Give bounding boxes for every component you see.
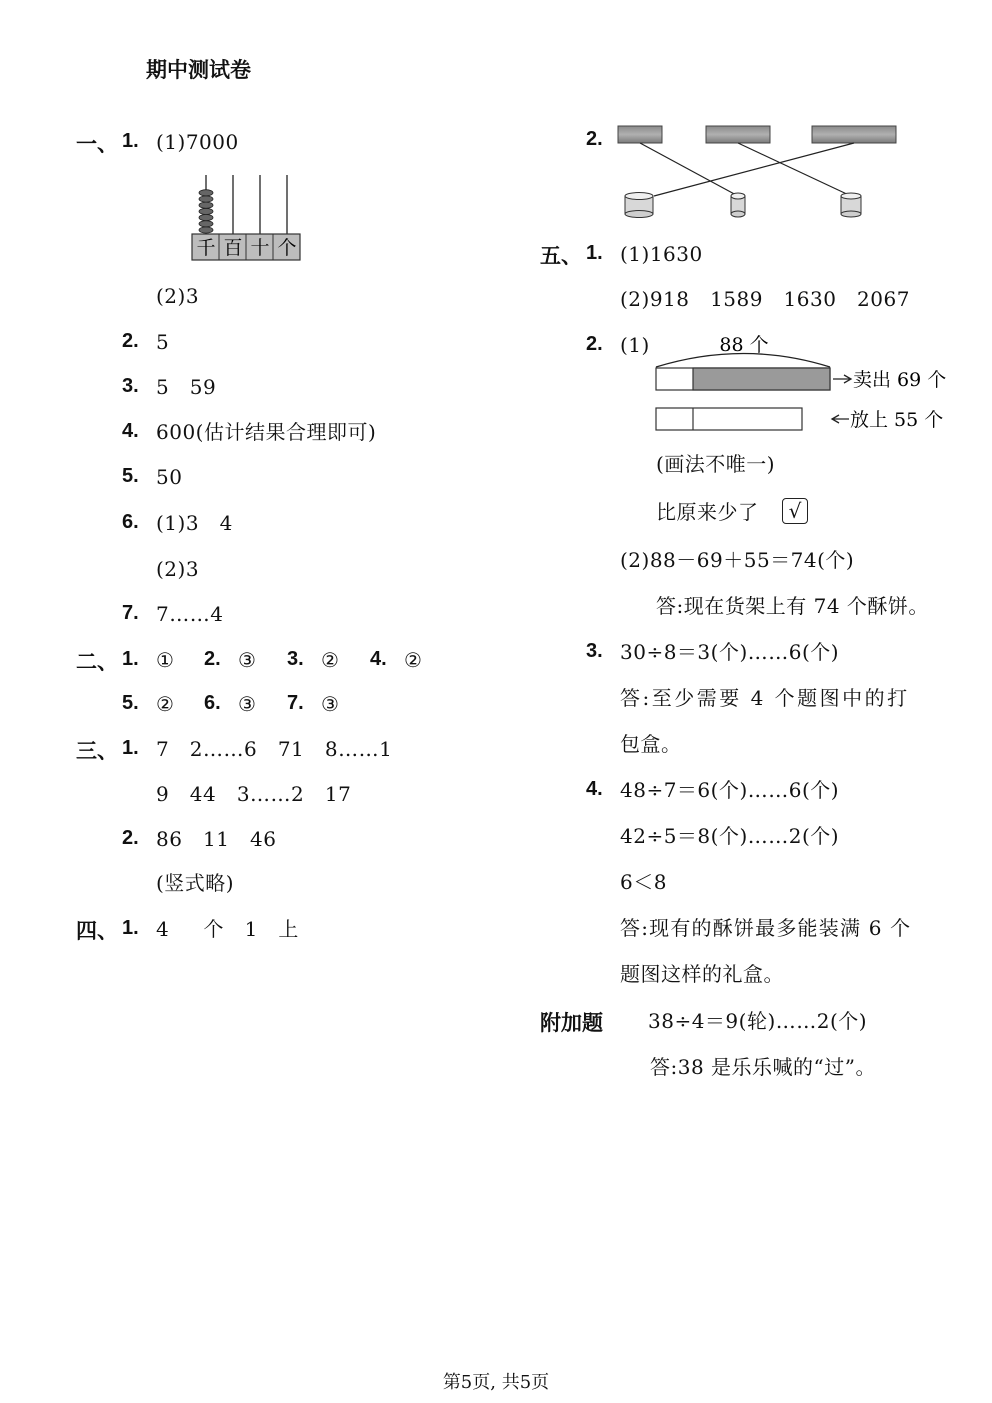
bonus-conclusion: 答:38 是乐乐喊的“过”。: [650, 1055, 876, 1079]
bonus-equation: 38÷4＝9(轮)……2(个): [648, 1009, 868, 1033]
abacus-bead: [199, 202, 213, 208]
section-2-label: 二、: [76, 650, 118, 674]
s5-q2-conclusion: 答:现在货架上有 74 个酥饼。: [656, 594, 929, 618]
new-bar: [656, 408, 802, 430]
abacus-label-thousands: 千: [196, 237, 216, 259]
abacus-bead: [199, 196, 213, 202]
s2-q6-answer: ③: [238, 692, 257, 716]
s5-q4-equation-2: 42÷5＝8(个)……2(个): [620, 824, 840, 848]
bar-model-diagram: [650, 330, 960, 434]
s5-q2-note: (画法不唯一): [656, 452, 776, 476]
s2-q2-label: 2.: [204, 648, 221, 670]
r-q2-label: 2.: [586, 128, 603, 150]
abacus-bead: [199, 221, 213, 227]
s2-q5-answer: ②: [156, 692, 175, 716]
s2-q1-answer: ①: [156, 648, 175, 672]
s3-q2-line1: 86 11 46: [156, 827, 277, 851]
q6-answer-b: (2)3: [156, 557, 200, 581]
s2-q4-answer: ②: [404, 648, 423, 672]
s2-q2-answer: ③: [238, 648, 257, 672]
s2-q6-label: 6.: [204, 692, 221, 714]
section-3-label: 三、: [76, 739, 118, 763]
short-bar: [618, 126, 662, 143]
page-footer: 第5页, 共5页: [442, 1372, 550, 1393]
s5-q3-conclusion-1: 答:至少需要 4 个题图中的打: [620, 686, 910, 710]
s2-q3-label: 3.: [287, 648, 304, 670]
s5-q3-label: 3.: [586, 640, 603, 662]
s5-q3-conclusion-2: 包盒。: [620, 732, 682, 756]
s3-q1-line1: 7 2……6 71 8……1: [156, 737, 393, 761]
total-label: 88 个: [719, 334, 769, 356]
s5-q2-answer-b: (2)88－69＋55＝74(个): [620, 548, 855, 572]
s5-q1-answer-a: (1)1630: [620, 242, 703, 266]
section-1-label: 一、: [76, 132, 118, 156]
medium-cylinder: [841, 193, 861, 217]
s5-q1-label: 1.: [586, 242, 603, 264]
bonus-label: 附加题: [540, 1011, 603, 1035]
s3-q2-line2: (竖式略): [156, 871, 235, 895]
added-label: 放上 55 个: [850, 409, 944, 431]
abacus-bead: [199, 227, 213, 233]
s2-q3-answer: ②: [321, 648, 340, 672]
q2-answer: 5: [156, 330, 170, 354]
s5-q4-label: 4.: [586, 778, 603, 800]
q4-label: 4.: [122, 420, 139, 442]
s2-q4-label: 4.: [370, 648, 387, 670]
match-line: [640, 143, 738, 196]
s5-q4-conclusion-2: 题图这样的礼盒。: [620, 962, 784, 986]
check-box: √: [782, 498, 808, 524]
thin-cylinder: [731, 193, 745, 217]
s3-q2-label: 2.: [122, 827, 139, 849]
abacus-figure: [190, 172, 304, 264]
q7-answer: 7……4: [156, 602, 224, 626]
s5-q1-answer-b: (2)918 1589 1630 2067: [620, 287, 910, 311]
s3-q1-line2: 9 44 3……2 17: [156, 782, 352, 806]
s4-q1-label: 1.: [122, 917, 139, 939]
s5-q4-conclusion-1: 答:现有的酥饼最多能装满 6 个: [620, 916, 912, 940]
sold-segment: [693, 368, 830, 390]
s2-q7-label: 7.: [287, 692, 304, 714]
s2-q5-label: 5.: [122, 692, 139, 714]
s3-q1-label: 1.: [122, 737, 139, 759]
section-4-label: 四、: [76, 919, 118, 943]
q5-label: 5.: [122, 465, 139, 487]
abacus-rods: [206, 175, 287, 234]
sold-label: 卖出 69 个: [853, 369, 947, 391]
q3-label: 3.: [122, 375, 139, 397]
s5-q3-equation: 30÷8＝3(个)……6(个): [620, 640, 840, 664]
q3-answer: 5 59: [156, 375, 217, 399]
abacus-beads: [199, 190, 213, 233]
q1-answer-a: (1)7000: [156, 130, 239, 154]
s5-q2-part1-prefix: (1): [620, 333, 650, 357]
s2-q7-answer: ③: [321, 692, 340, 716]
q6-label: 6.: [122, 511, 139, 533]
s5-q2-compare: 比原来少了: [656, 500, 759, 524]
wide-cylinder: [625, 193, 653, 218]
page-title: 期中测试卷: [146, 58, 251, 82]
q4-answer: 600(估计结果合理即可): [156, 420, 377, 444]
s5-q4-equation-1: 48÷7＝6(个)……6(个): [620, 778, 840, 802]
abacus-label-tens: 十: [250, 237, 270, 259]
abacus-bead: [199, 208, 213, 214]
q2-label: 2.: [122, 330, 139, 352]
abacus-bead: [199, 215, 213, 221]
matching-figure: [614, 120, 904, 224]
abacus-bead: [199, 190, 213, 196]
q1-label: 1.: [122, 130, 139, 152]
q5-answer: 50: [156, 465, 183, 489]
s4-q1-answer: 4 个 1 上: [156, 917, 299, 941]
s2-q1-label: 1.: [122, 648, 139, 670]
s5-q2-label: 2.: [586, 333, 603, 355]
s5-q4-comparison: 6＜8: [620, 870, 667, 894]
q7-label: 7.: [122, 602, 139, 624]
section-5-label: 五、: [540, 244, 582, 268]
q6-answer-a: (1)3 4: [156, 511, 233, 535]
q1-answer-b: (2)3: [156, 284, 200, 308]
long-bar: [812, 126, 896, 143]
abacus-label-ones: 个: [277, 237, 297, 259]
medium-bar: [706, 126, 770, 143]
abacus-label-hundreds: 百: [223, 237, 243, 259]
